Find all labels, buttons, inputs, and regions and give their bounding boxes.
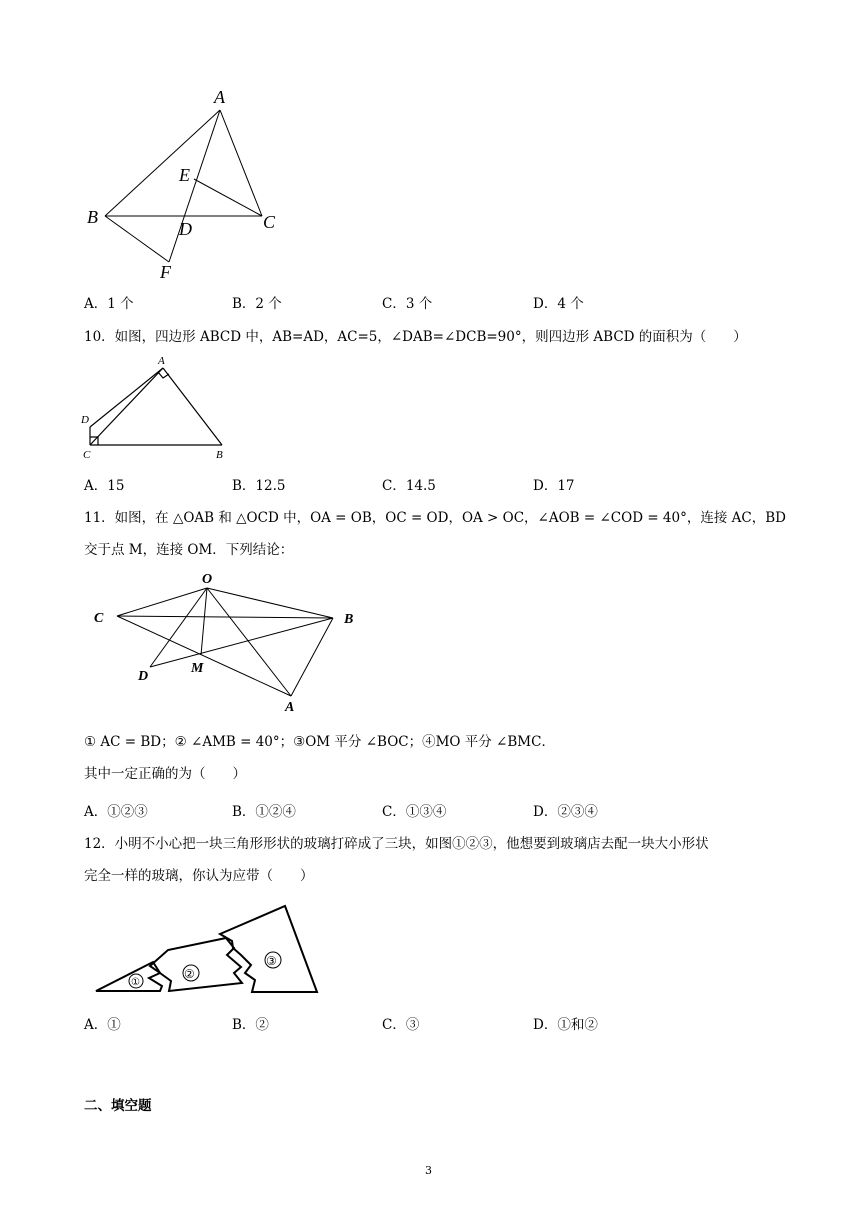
q12-piece3-label: ③ <box>266 954 277 968</box>
q9-label-f: F <box>160 262 171 282</box>
q11-label-c: C <box>94 611 104 626</box>
section-title: 二、填空题 <box>84 1098 152 1114</box>
q12-piece2-label: ② <box>184 967 195 981</box>
q12-question-line1: 12．小明不小心把一块三角形形状的玻璃打碎成了三块，如图①②③，他想要到玻璃店去配一块大小形状 <box>84 836 709 852</box>
q11-label-m: M <box>191 661 204 676</box>
q11-label-a: A <box>285 700 295 715</box>
q10-figure <box>78 350 238 465</box>
page-number: 3 <box>425 1164 432 1177</box>
q11-label-o: O <box>202 572 213 587</box>
q12-figure <box>88 900 328 1000</box>
q9-label-c: C <box>263 212 276 232</box>
q12-question-line2: 完全一样的玻璃，你认为应带（ ） <box>84 868 314 884</box>
q11-prompt: 其中一定正确的为（ ） <box>84 766 246 782</box>
q9-label-e: E <box>179 165 190 185</box>
q9-option-a[interactable]: A．1 个 <box>84 296 134 312</box>
q11-option-c[interactable]: C．①③④ <box>382 804 447 820</box>
q11-option-b[interactable]: B．①②④ <box>232 804 296 820</box>
q9-label-b: B <box>87 207 98 227</box>
q11-option-d[interactable]: D．②③④ <box>533 804 598 820</box>
q11-label-d: D <box>138 669 149 684</box>
q10-label-c: C <box>83 449 91 461</box>
q9-option-d[interactable]: D．4 个 <box>533 296 584 312</box>
q12-piece1-label: ① <box>131 977 140 988</box>
q10-option-c[interactable]: C．14.5 <box>382 478 436 494</box>
q11-figure <box>88 566 368 718</box>
q10-option-b[interactable]: B．12.5 <box>232 478 286 494</box>
q11-question-line2: 交于点 M，连接 OM．下列结论： <box>84 542 294 558</box>
q11-question-line1: 11．如图，在 △OAB 和 △OCD 中，OA = OB，OC = OD，OA > OC，∠AOB = ∠COD = 40°，连接 AC，BD <box>84 510 786 526</box>
q11-option-a[interactable]: A．①②③ <box>84 804 148 820</box>
q11-label-b: B <box>344 612 354 627</box>
q10-label-a: A <box>158 355 165 367</box>
q12-option-d[interactable]: D．①和② <box>533 1017 598 1033</box>
q10-option-a[interactable]: A．15 <box>84 478 125 494</box>
q10-label-d: D <box>81 414 89 426</box>
q9-label-d: D <box>179 219 192 239</box>
q10-option-d[interactable]: D．17 <box>533 478 575 494</box>
q9-figure <box>80 80 300 285</box>
q12-option-c[interactable]: C．③ <box>382 1017 420 1033</box>
q11-conclusions: ① AC = BD；② ∠AMB = 40°；③OM 平分 ∠BOC；④MO 平分 ∠BMC． <box>84 734 555 750</box>
q10-label-b: B <box>216 449 223 461</box>
q10-question: 10．如图，四边形 ABCD 中，AB=AD，AC=5，∠DAB=∠DCB=90°，则四边形 ABCD 的面积为（ ） <box>84 329 747 345</box>
q12-option-a[interactable]: A．① <box>84 1017 121 1033</box>
q9-option-c[interactable]: C．3 个 <box>382 296 433 312</box>
q9-option-b[interactable]: B．2 个 <box>232 296 282 312</box>
q12-option-b[interactable]: B．② <box>232 1017 269 1033</box>
q9-label-a: A <box>214 87 225 107</box>
